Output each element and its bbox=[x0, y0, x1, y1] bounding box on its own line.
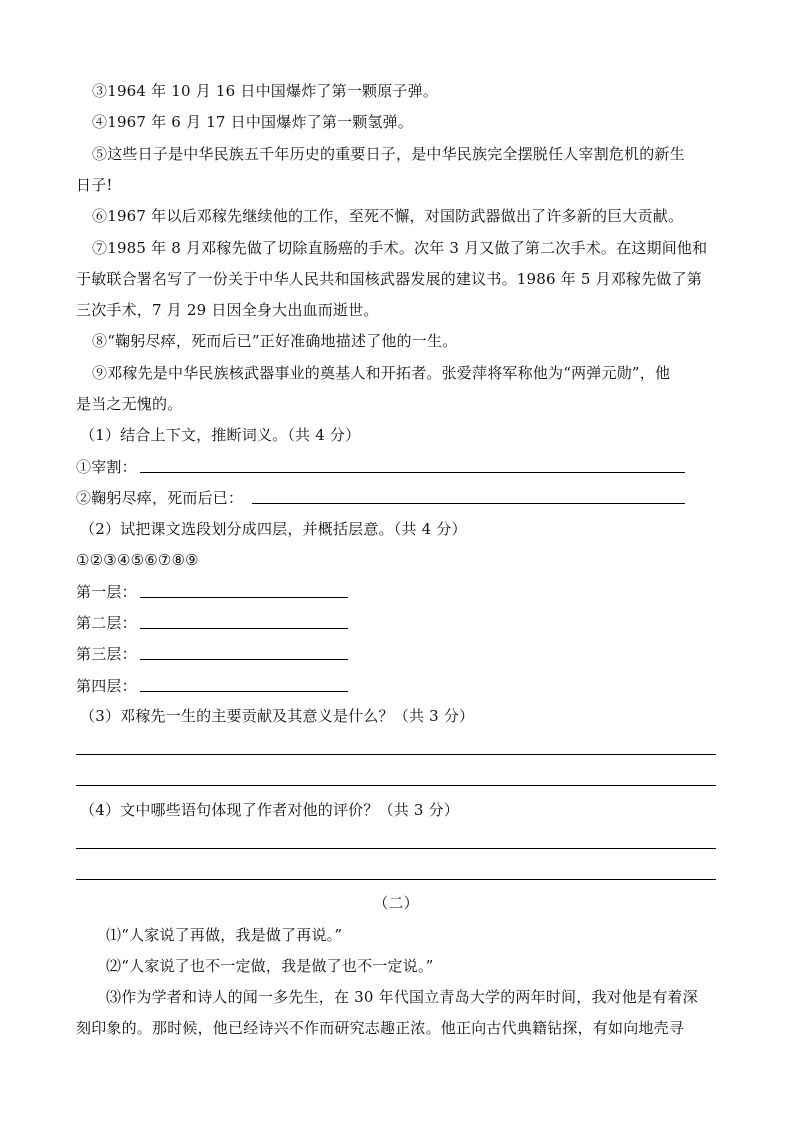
section-2-heading: （二） bbox=[373, 894, 419, 912]
section-2-paragraph-3-line-2: 刻印象的。那时候，他已经诗兴不作而研究志趣正浓。他正向古代典籍钻探，有如向地壳寻 bbox=[76, 1019, 685, 1037]
layer-2-label: 第二层： bbox=[76, 614, 137, 632]
paragraph-7-line-1: ⑦1985 年 8 月邓稼先做了切除直肠癌的手术。次年 3 月又做了第二次手术。在这期间他和 bbox=[92, 239, 708, 257]
question-2-paragraph-numbers: ①②③④⑤⑥⑦⑧⑨ bbox=[76, 551, 199, 569]
question-1-item-b-answer-line[interactable] bbox=[252, 503, 685, 504]
question-2: （2）试把课文选段划分成四层，并概括层意。（共 4 分） bbox=[80, 520, 467, 538]
question-1: （1）结合上下文，推断词义。（共 4 分） bbox=[80, 426, 361, 444]
question-4: （4）文中哪些语句体现了作者对他的评价？（共 3 分） bbox=[80, 801, 460, 819]
section-2-sentence-2: ⑵“人家说了也不一定做，我是做了也不一定说。” bbox=[106, 957, 434, 975]
layer-2-answer-line[interactable] bbox=[140, 628, 348, 629]
paragraph-6: ⑥1967 年以后邓稼先继续他的工作，至死不懈，对国防武器做出了许多新的巨大贡献。 bbox=[92, 207, 684, 225]
paragraph-9-line-2: 是当之无愧的。 bbox=[76, 395, 183, 413]
question-1-item-a-label: ①宰割： bbox=[76, 458, 137, 476]
layer-3-label: 第三层： bbox=[76, 645, 137, 663]
layer-1-label: 第一层： bbox=[76, 583, 137, 601]
question-1-item-a-answer-line[interactable] bbox=[140, 472, 685, 473]
paragraph-5-line-2: 日子! bbox=[76, 176, 113, 194]
layer-4-answer-line[interactable] bbox=[140, 691, 348, 692]
question-4-answer-line-1[interactable] bbox=[76, 848, 716, 849]
paragraph-9-line-1: ⑨邓稼先是中华民族核武器事业的奠基人和开拓者。张爱萍将军称他为“两弹元勋”，他 bbox=[92, 364, 671, 382]
layer-1-answer-line[interactable] bbox=[140, 597, 348, 598]
layer-3-answer-line[interactable] bbox=[140, 659, 348, 660]
question-1-item-b-label: ②鞠躬尽瘁，死而后已： bbox=[76, 489, 244, 507]
section-2-paragraph-3-line-1: ⑶作为学者和诗人的闻一多先生，在 30 年代国立青岛大学的两年时间，我对他是有着深 bbox=[106, 988, 698, 1006]
section-2-sentence-1: ⑴“人家说了再做，我是做了再说。” bbox=[106, 926, 343, 944]
paragraph-7-line-3: 三次手术，7 月 29 日因全身大出血而逝世。 bbox=[76, 301, 379, 319]
question-3-answer-line-2[interactable] bbox=[76, 785, 716, 786]
layer-4-label: 第四层： bbox=[76, 677, 137, 695]
paragraph-5-line-1: ⑤这些日子是中华民族五千年历史的重要日子，是中华民族完全摆脱任人宰割危机的新生 bbox=[92, 145, 685, 163]
paragraph-7-line-2: 于敏联合署名写了一份关于中华人民共和国核武器发展的建议书。1986 年 5 月邓稼先做了第 bbox=[76, 270, 703, 288]
question-3: （3）邓稼先一生的主要贡献及其意义是什么？（共 3 分） bbox=[80, 707, 475, 725]
question-3-answer-line-1[interactable] bbox=[76, 754, 716, 755]
paragraph-3: ③1964 年 10 月 16 日中国爆炸了第一颗原子弹。 bbox=[92, 82, 438, 100]
paragraph-4: ④1967 年 6 月 17 日中国爆炸了第一颗氢弹。 bbox=[92, 113, 414, 131]
paragraph-8: ⑧“鞠躬尽瘁，死而后已”正好准确地描述了他的一生。 bbox=[92, 332, 458, 350]
question-4-answer-line-2[interactable] bbox=[76, 879, 716, 880]
